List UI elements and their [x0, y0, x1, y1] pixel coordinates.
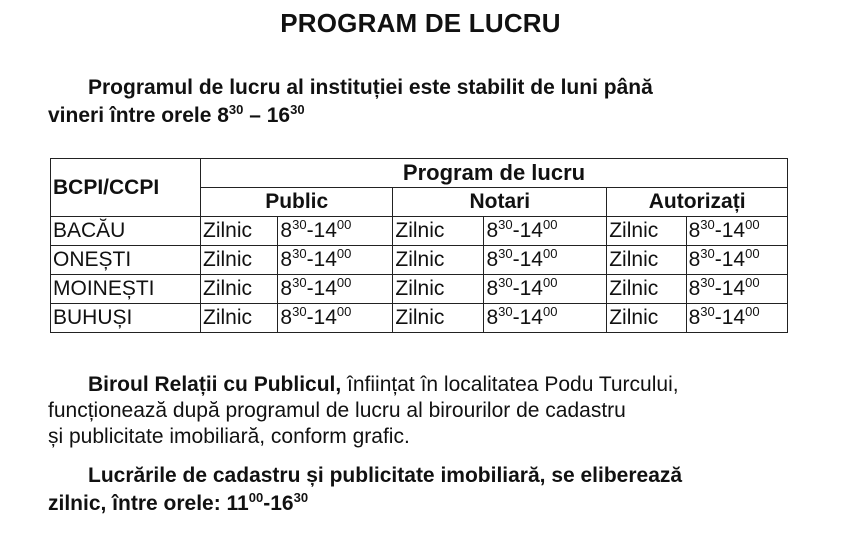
hours-cell [278, 217, 393, 246]
intro-start-sup: 30 [228, 102, 244, 117]
hours-digits: 8 [688, 248, 701, 271]
hours-cell [484, 217, 607, 246]
hours-digits: 8 [486, 277, 499, 300]
table-row [51, 217, 788, 246]
release-sup-1: 00 [248, 490, 264, 505]
hours-digits: -14 [512, 277, 543, 300]
day-cell: Zilnic [607, 275, 686, 304]
hours-digits: -14 [714, 306, 746, 329]
day-cell: Zilnic [607, 304, 686, 333]
intro-line-2 [48, 104, 305, 127]
row-header: BCPI/CCPI [51, 159, 201, 217]
hours-digits: 8 [280, 219, 293, 242]
group-header: Program de lucru [201, 159, 788, 188]
day-cell: Zilnic [607, 217, 686, 246]
table-row [51, 304, 788, 333]
day-cell: Zilnic [201, 304, 278, 333]
hours-cell [686, 246, 787, 275]
table-row [51, 246, 788, 275]
hours-digits: -14 [306, 277, 337, 300]
hours-digits: 8 [688, 306, 701, 329]
hours-superscript: 00 [336, 304, 352, 319]
day-cell: Zilnic [393, 217, 484, 246]
hours-digits: -14 [714, 219, 746, 242]
hours-digits: -14 [306, 248, 337, 271]
hours-digits: -14 [306, 219, 337, 242]
hours-digits: -14 [306, 306, 337, 329]
hours-digits: 8 [688, 277, 701, 300]
hours-cell [686, 275, 787, 304]
day-cell: Zilnic [393, 246, 484, 275]
hours-superscript: 30 [700, 246, 715, 261]
hours-digits: 8 [486, 219, 499, 242]
office-line-1 [48, 372, 838, 398]
intro-end-sup: 30 [290, 102, 305, 117]
release-line-2 [48, 492, 308, 515]
column-header-notari: Notari [393, 188, 607, 217]
day-cell: Zilnic [201, 275, 278, 304]
release-paragraph [48, 462, 838, 518]
office-rest: înființat în localitatea Podu Turcului, [341, 373, 679, 396]
hours-cell [484, 304, 607, 333]
hours-superscript: 30 [292, 275, 307, 290]
hours-superscript: 00 [745, 275, 760, 290]
hours-digits: -14 [714, 277, 746, 300]
day-cell: Zilnic [201, 246, 278, 275]
hours-digits: -14 [512, 306, 543, 329]
hours-superscript: 00 [336, 217, 352, 232]
hours-digits: 8 [486, 248, 499, 271]
column-header-public: Public [201, 188, 393, 217]
city-cell: ONEȘTI [51, 246, 201, 275]
hours-digits: -14 [714, 248, 746, 271]
hours-cell [686, 217, 787, 246]
release-line-1: Lucrările de cadastru și publicitate imobiliară, se eliberează [88, 464, 683, 487]
hours-digits: 8 [280, 306, 293, 329]
release-sup-2: 30 [293, 490, 309, 505]
city-cell: MOINEȘTI [51, 275, 201, 304]
release-mid: -16 [263, 492, 294, 515]
hours-digits: 8 [280, 277, 293, 300]
schedule-table [50, 158, 788, 333]
hours-superscript: 30 [700, 275, 715, 290]
hours-superscript: 00 [542, 246, 558, 261]
hours-digits: 8 [280, 248, 293, 271]
city-cell: BACĂU [51, 217, 201, 246]
hours-superscript: 30 [292, 217, 307, 232]
office-paragraph [48, 372, 838, 450]
release-prefix: zilnic, între orele: 11 [48, 492, 249, 515]
hours-superscript: 30 [292, 304, 307, 319]
hours-superscript: 00 [542, 217, 558, 232]
hours-digits: 8 [688, 219, 701, 242]
hours-digits: 8 [486, 306, 499, 329]
intro-dash: – 16 [243, 104, 291, 127]
hours-superscript: 30 [498, 217, 513, 232]
hours-cell [278, 275, 393, 304]
hours-superscript: 30 [700, 217, 715, 232]
day-cell: Zilnic [201, 217, 278, 246]
hours-superscript: 00 [542, 304, 558, 319]
day-cell: Zilnic [393, 304, 484, 333]
day-cell: Zilnic [607, 246, 686, 275]
table-row [51, 275, 788, 304]
hours-superscript: 30 [292, 246, 307, 261]
hours-cell [484, 246, 607, 275]
city-cell: BUHUȘI [51, 304, 201, 333]
hours-superscript: 30 [700, 304, 715, 319]
hours-superscript: 00 [542, 275, 558, 290]
intro-prefix: vineri între orele 8 [48, 104, 229, 127]
hours-superscript: 30 [498, 246, 513, 261]
hours-cell [278, 304, 393, 333]
hours-superscript: 00 [745, 217, 760, 232]
column-header-autorizati: Autorizați [607, 188, 788, 217]
hours-superscript: 30 [498, 304, 513, 319]
intro-line-1: Programul de lucru al instituției este stabilit de luni până [88, 76, 653, 99]
hours-superscript: 00 [336, 246, 352, 261]
day-cell: Zilnic [393, 275, 484, 304]
intro-paragraph [48, 74, 808, 130]
office-line-3: și publicitate imobiliară, conform grafic. [48, 425, 410, 448]
office-bold: Biroul Relații cu Publicul, [88, 373, 342, 396]
hours-superscript: 00 [745, 304, 760, 319]
hours-superscript: 00 [336, 275, 352, 290]
hours-superscript: 00 [745, 246, 760, 261]
hours-digits: -14 [512, 219, 543, 242]
table-body [51, 217, 788, 333]
hours-cell [686, 304, 787, 333]
hours-superscript: 30 [498, 275, 513, 290]
page-title: PROGRAM DE LUCRU [280, 8, 561, 38]
office-line-2: funcționează după programul de lucru al birourilor de cadastru [48, 399, 626, 422]
hours-cell [484, 275, 607, 304]
hours-digits: -14 [512, 248, 543, 271]
hours-cell [278, 246, 393, 275]
